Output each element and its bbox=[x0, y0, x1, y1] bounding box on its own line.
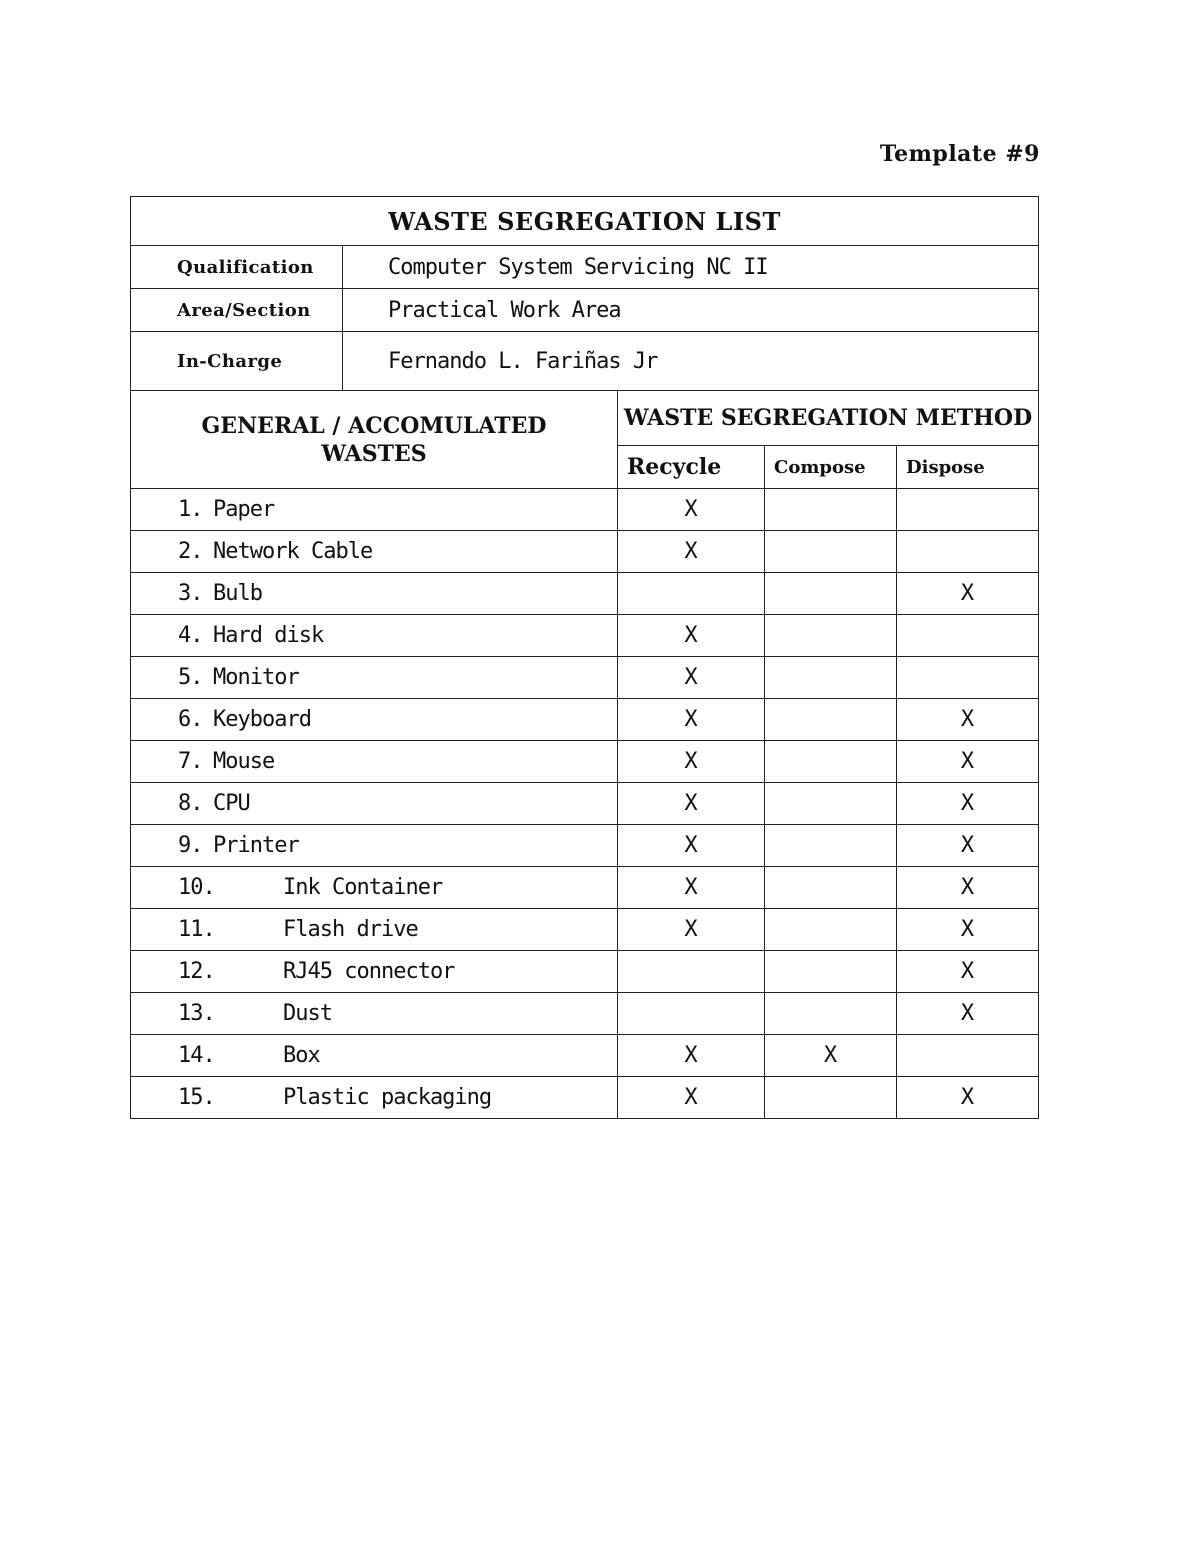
item-number: 8. bbox=[178, 791, 203, 816]
qualification-value: Computer System Servicing NC II bbox=[343, 246, 1039, 289]
waste-item-cell bbox=[131, 657, 618, 699]
waste-item-cell bbox=[131, 1077, 618, 1119]
item-number: 15. bbox=[178, 1085, 215, 1110]
item-name: Paper bbox=[213, 497, 275, 522]
recycle-mark: X bbox=[618, 1077, 765, 1119]
recycle-mark: X bbox=[618, 531, 765, 573]
table-row bbox=[131, 489, 1039, 531]
dispose-mark bbox=[897, 489, 1039, 531]
dispose-mark: X bbox=[897, 1077, 1039, 1119]
dispose-mark: X bbox=[897, 573, 1039, 615]
compose-mark bbox=[765, 993, 897, 1035]
dispose-mark: X bbox=[897, 783, 1039, 825]
dispose-mark: X bbox=[897, 867, 1039, 909]
waste-item-cell bbox=[131, 573, 618, 615]
item-name: RJ45 connector bbox=[283, 959, 455, 984]
item-number: 7. bbox=[178, 749, 203, 774]
table-row bbox=[131, 951, 1039, 993]
item-name: Keyboard bbox=[213, 707, 311, 732]
area-section-label: Area/Section bbox=[131, 289, 343, 332]
item-name: Monitor bbox=[213, 665, 299, 690]
table-row bbox=[131, 741, 1039, 783]
waste-item-cell bbox=[131, 993, 618, 1035]
item-number: 14. bbox=[178, 1043, 215, 1068]
table-row bbox=[131, 1035, 1039, 1077]
recycle-mark: X bbox=[618, 615, 765, 657]
waste-item-cell bbox=[131, 909, 618, 951]
item-name: CPU bbox=[213, 791, 250, 816]
area-section-value: Practical Work Area bbox=[343, 289, 1039, 332]
wastes-column-header: GENERAL / ACCOMULATED WASTES bbox=[131, 391, 618, 489]
compose-mark bbox=[765, 909, 897, 951]
dispose-mark bbox=[897, 657, 1039, 699]
waste-item-cell bbox=[131, 867, 618, 909]
dispose-header: Dispose bbox=[897, 446, 1039, 489]
compose-mark: X bbox=[765, 1035, 897, 1077]
item-number: 3. bbox=[178, 581, 203, 606]
compose-mark bbox=[765, 867, 897, 909]
item-name: Hard disk bbox=[213, 623, 324, 648]
table-title: WASTE SEGREGATION LIST bbox=[131, 197, 1039, 246]
table-row bbox=[131, 867, 1039, 909]
table-row bbox=[131, 1077, 1039, 1119]
compose-mark bbox=[765, 531, 897, 573]
compose-header: Compose bbox=[765, 446, 897, 489]
recycle-mark: X bbox=[618, 909, 765, 951]
dispose-mark bbox=[897, 531, 1039, 573]
dispose-mark: X bbox=[897, 993, 1039, 1035]
table-row bbox=[131, 825, 1039, 867]
template-label: Template #9 bbox=[879, 141, 1040, 167]
table-row bbox=[131, 909, 1039, 951]
compose-mark bbox=[765, 573, 897, 615]
recycle-mark: X bbox=[618, 825, 765, 867]
recycle-mark: X bbox=[618, 489, 765, 531]
table-row bbox=[131, 573, 1039, 615]
in-charge-label: In-Charge bbox=[131, 332, 343, 391]
compose-mark bbox=[765, 615, 897, 657]
table-row bbox=[131, 699, 1039, 741]
item-name: Flash drive bbox=[283, 917, 418, 942]
compose-mark bbox=[765, 699, 897, 741]
compose-mark bbox=[765, 657, 897, 699]
waste-item-cell bbox=[131, 489, 618, 531]
compose-mark bbox=[765, 489, 897, 531]
item-number: 4. bbox=[178, 623, 203, 648]
table-row bbox=[131, 657, 1039, 699]
compose-mark bbox=[765, 951, 897, 993]
item-number: 12. bbox=[178, 959, 215, 984]
table-row bbox=[131, 531, 1039, 573]
recycle-mark bbox=[618, 573, 765, 615]
compose-mark bbox=[765, 825, 897, 867]
segregation-method-header: WASTE SEGREGATION METHOD bbox=[618, 391, 1039, 446]
table-row bbox=[131, 615, 1039, 657]
table-row bbox=[131, 783, 1039, 825]
waste-item-cell bbox=[131, 1035, 618, 1077]
waste-item-cell bbox=[131, 825, 618, 867]
dispose-mark: X bbox=[897, 741, 1039, 783]
qualification-label: Qualification bbox=[131, 246, 343, 289]
compose-mark bbox=[765, 783, 897, 825]
item-number: 1. bbox=[178, 497, 203, 522]
recycle-mark: X bbox=[618, 867, 765, 909]
in-charge-value: Fernando L. Fariñas Jr bbox=[343, 332, 1039, 391]
item-name: Ink Container bbox=[283, 875, 443, 900]
item-name: Box bbox=[283, 1043, 320, 1068]
table-row bbox=[131, 993, 1039, 1035]
waste-item-cell bbox=[131, 615, 618, 657]
item-name: Bulb bbox=[213, 581, 262, 606]
waste-item-cell bbox=[131, 741, 618, 783]
item-number: 13. bbox=[178, 1001, 215, 1026]
dispose-mark: X bbox=[897, 951, 1039, 993]
recycle-mark bbox=[618, 951, 765, 993]
dispose-mark: X bbox=[897, 909, 1039, 951]
item-number: 2. bbox=[178, 539, 203, 564]
dispose-mark: X bbox=[897, 699, 1039, 741]
recycle-mark: X bbox=[618, 741, 765, 783]
recycle-mark: X bbox=[618, 657, 765, 699]
waste-item-cell bbox=[131, 783, 618, 825]
waste-item-cell bbox=[131, 699, 618, 741]
dispose-mark: X bbox=[897, 825, 1039, 867]
recycle-mark: X bbox=[618, 783, 765, 825]
dispose-mark bbox=[897, 615, 1039, 657]
item-name: Plastic packaging bbox=[283, 1085, 492, 1110]
item-name: Network Cable bbox=[213, 539, 373, 564]
item-number: 10. bbox=[178, 875, 215, 900]
compose-mark bbox=[765, 741, 897, 783]
compose-mark bbox=[765, 1077, 897, 1119]
waste-item-cell bbox=[131, 951, 618, 993]
recycle-mark: X bbox=[618, 1035, 765, 1077]
item-number: 9. bbox=[178, 833, 203, 858]
item-name: Dust bbox=[283, 1001, 332, 1026]
item-name: Mouse bbox=[213, 749, 275, 774]
dispose-mark bbox=[897, 1035, 1039, 1077]
item-number: 5. bbox=[178, 665, 203, 690]
item-number: 11. bbox=[178, 917, 215, 942]
waste-item-cell bbox=[131, 531, 618, 573]
recycle-mark bbox=[618, 993, 765, 1035]
item-name: Printer bbox=[213, 833, 299, 858]
recycle-mark: X bbox=[618, 699, 765, 741]
waste-segregation-table bbox=[130, 196, 1039, 1119]
item-number: 6. bbox=[178, 707, 203, 732]
recycle-header: Recycle bbox=[618, 446, 765, 489]
